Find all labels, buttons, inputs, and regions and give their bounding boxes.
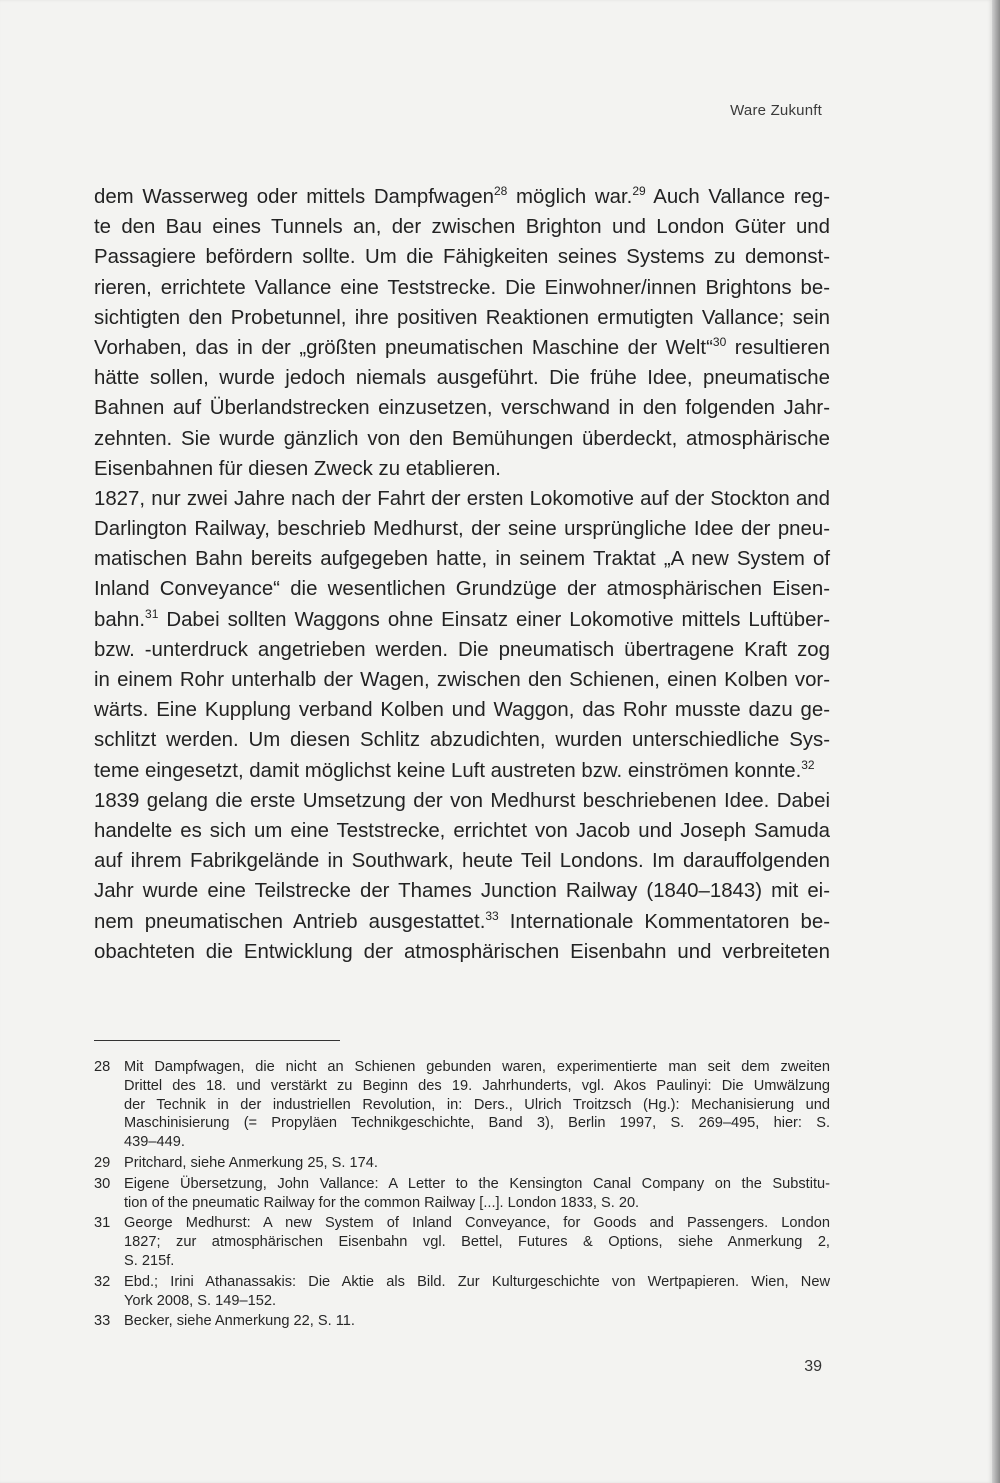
body-line — [94, 876, 830, 906]
footnote-number: 33 — [94, 1313, 111, 1330]
body-line — [94, 212, 830, 242]
body-line-text: te den Bau eines Tunnels an, der zwischen Brighton und London Güter und — [94, 216, 830, 239]
page-number: 39 — [804, 1358, 822, 1375]
body-text — [94, 182, 830, 967]
body-line-text: wärts. Eine Kupplung verband Kolben und Waggon, das Rohr musste dazu ge- — [94, 699, 830, 722]
footnote-number: 29 — [94, 1154, 111, 1171]
body-line — [94, 333, 830, 363]
body-line-text: Darlington Railway, beschrieb Medhurst, der seine ursprüngliche Idee der pneu- — [94, 518, 830, 541]
body-line-text: schlitzt werden. Um diesen Schlitz abzudichten, wurden unterschiedliche Sys- — [94, 729, 830, 752]
body-line-text: obachteten die Entwicklung der atmosphärischen Eisenbahn und verbreiteten — [94, 940, 830, 963]
footnote-number: 28 — [94, 1059, 111, 1075]
body-line-text: nem pneumatischen Antrieb ausgestattet. — [94, 910, 486, 933]
body-line — [94, 393, 830, 423]
body-line-text: auf ihrem Fabrikgelände in Southwark, heute Teil Londons. Im darauffolgenden — [94, 850, 830, 873]
footnote-reference[interactable]: 30 — [712, 334, 727, 349]
footnote-number: 30 — [94, 1175, 111, 1192]
body-line-text: bzw. -unterdruck angetrieben werden. Die pneumatisch übertragene Kraft zog — [94, 638, 830, 661]
body-line — [94, 242, 830, 272]
body-line-text: Inland Conveyance“ die wesentlichen Grundzüge der atmosphärischen Eisen- — [94, 578, 830, 601]
body-line — [94, 635, 830, 665]
body-line-text: sichtigten den Probetunnel, ihre positiven Reaktionen ermutigten Vallance; sein — [94, 306, 830, 329]
footnote-text: Pritchard, siehe Anmerkung 25, S. 174. — [124, 1154, 378, 1171]
footnote-text: Eigene Übersetzung, John Vallance: A Letter to the Kensington Canal Company on the Substitu- — [124, 1175, 830, 1192]
body-line-text: hätte sollen, wurde jedoch niemals ausgeführt. Die frühe Idee, pneumatische — [94, 367, 830, 390]
body-line-text: 1839 gelang die erste Umsetzung der von Medhurst beschriebenen Idee. Dabei — [94, 789, 830, 812]
body-line — [94, 182, 830, 212]
body-line-text: matischen Bahn bereits aufgegeben hatte, in seinem Traktat „A new System of — [94, 548, 830, 571]
footnote-text: 439–449. — [124, 1134, 185, 1151]
footnote-text: S. 215f. — [124, 1252, 175, 1269]
body-line-text: handelte es sich um eine Teststrecke, errichtet von Jacob und Joseph Samuda — [94, 819, 830, 842]
footnote — [94, 1273, 830, 1311]
body-line-text: möglich war. — [507, 186, 633, 208]
body-line-text: Dabei sollten Waggons ohne Einsatz einer Lokomotive mittels Luftüber- — [158, 608, 830, 631]
body-line-text: Jahr wurde eine Teilstrecke der Thames Junction Railway (1840–1843) mit ei- — [94, 880, 830, 903]
footnote-reference[interactable]: 28 — [493, 184, 508, 198]
body-line-text: Bahnen auf Überlandstrecken einzusetzen, verschwand in den folgenden Jahr- — [94, 397, 830, 420]
body-line — [94, 484, 830, 514]
body-line — [94, 514, 830, 544]
footnote-reference[interactable]: 31 — [145, 606, 159, 621]
footnote — [94, 1154, 830, 1173]
footnote-text: tion of the pneumatic Railway for the common Railway [...]. London 1833, S. 20. — [124, 1194, 640, 1211]
body-line-text: rieren, errichtete Vallance eine Teststrecke. Die Einwohner/innen Brightons be- — [94, 276, 830, 299]
body-line — [94, 363, 830, 393]
body-line-text: in einem Rohr unterhalb der Wagen, zwischen den Schienen, einen Kolben vor- — [94, 669, 830, 691]
body-line-text: Auch Vallance reg- — [645, 186, 831, 208]
footnote-text: der Technik in der industriellen Revolution, in: Ders., Ulrich Troitzsch (Hg.): Mechanisierung und — [124, 1096, 830, 1113]
body-line-text: Passagiere befördern sollte. Um die Fähigkeiten seines Systems zu demonst- — [94, 246, 830, 269]
body-line — [94, 846, 830, 876]
footnote — [94, 1175, 830, 1213]
footnote-text: 1827; zur atmosphärischen Eisenbahn vgl. Bettel, Futures & Options, siehe Anmerkung 2, — [124, 1234, 830, 1251]
body-line-text: zehnten. Sie wurde gänzlich von den Bemühungen überdeckt, atmosphärische — [94, 427, 830, 450]
footnote-number: 32 — [94, 1273, 111, 1290]
body-line-text: Internationale Kommentatoren be- — [498, 910, 830, 933]
body-line-text: 1827, nur zwei Jahre nach der Fahrt der ersten Lokomotive auf der Stockton and — [94, 487, 830, 510]
body-line — [94, 695, 830, 725]
body-line — [94, 424, 830, 454]
body-line — [94, 786, 830, 816]
body-line — [94, 816, 830, 846]
footnote-text: Becker, siehe Anmerkung 22, S. 11. — [124, 1313, 355, 1330]
footnote-number: 31 — [94, 1215, 111, 1232]
body-line — [94, 907, 830, 937]
body-line-text: Vorhaben, das in der „größten pneumatischen Maschine der Welt“ — [94, 336, 713, 359]
footnote-text: York 2008, S. 149–152. — [124, 1292, 277, 1309]
body-line-text: teme eingesetzt, damit möglichst keine Luft austreten bzw. einströmen konnte. — [94, 759, 802, 782]
footnote-reference[interactable]: 29 — [632, 184, 646, 198]
footnote — [94, 1312, 830, 1331]
footnote-reference[interactable]: 33 — [485, 908, 499, 923]
footnote-text: Drittel des 18. und verstärkt zu Beginn des 19. Jahrhunderts, vgl. Akos Paulinyi: Die Umwälzung — [124, 1077, 830, 1094]
body-line — [94, 756, 830, 786]
body-line — [94, 605, 830, 635]
body-line — [94, 574, 830, 604]
footnote — [94, 1058, 830, 1152]
footnote-text: Ebd.; Irini Athanassakis: Die Aktie als Bild. Zur Kulturgeschichte von Wertpapieren. Wien, New — [124, 1273, 830, 1290]
page-edge — [992, 0, 1000, 1483]
footnotes — [94, 1058, 830, 1333]
body-line-text: dem Wasserweg oder mittels Dampfwagen — [94, 186, 494, 208]
footnote-text: George Medhurst: A new System of Inland Conveyance, for Goods and Passengers. London — [124, 1215, 830, 1232]
body-line — [94, 665, 830, 695]
running-head: Ware Zukunft — [730, 102, 822, 119]
footnote-reference[interactable]: 32 — [801, 757, 815, 772]
body-line — [94, 937, 830, 967]
footnote-separator — [94, 1040, 340, 1041]
footnote-text: Mit Dampfwagen, die nicht an Schienen gebunden waren, experimentierte man seit dem zweiten — [124, 1059, 830, 1075]
body-line-text: Eisenbahnen für diesen Zweck zu etablieren. — [94, 457, 501, 480]
body-line — [94, 544, 830, 574]
footnote — [94, 1214, 830, 1270]
body-line — [94, 454, 830, 484]
body-line — [94, 303, 830, 333]
footnote-text: Maschinisierung (= Propyläen Technikgeschichte, Band 3), Berlin 1997, S. 269–495, hier: S. — [124, 1115, 830, 1132]
body-line — [94, 725, 830, 755]
body-line-text: bahn. — [94, 608, 146, 631]
body-line — [94, 273, 830, 303]
body-line-text: resultieren — [726, 336, 831, 359]
